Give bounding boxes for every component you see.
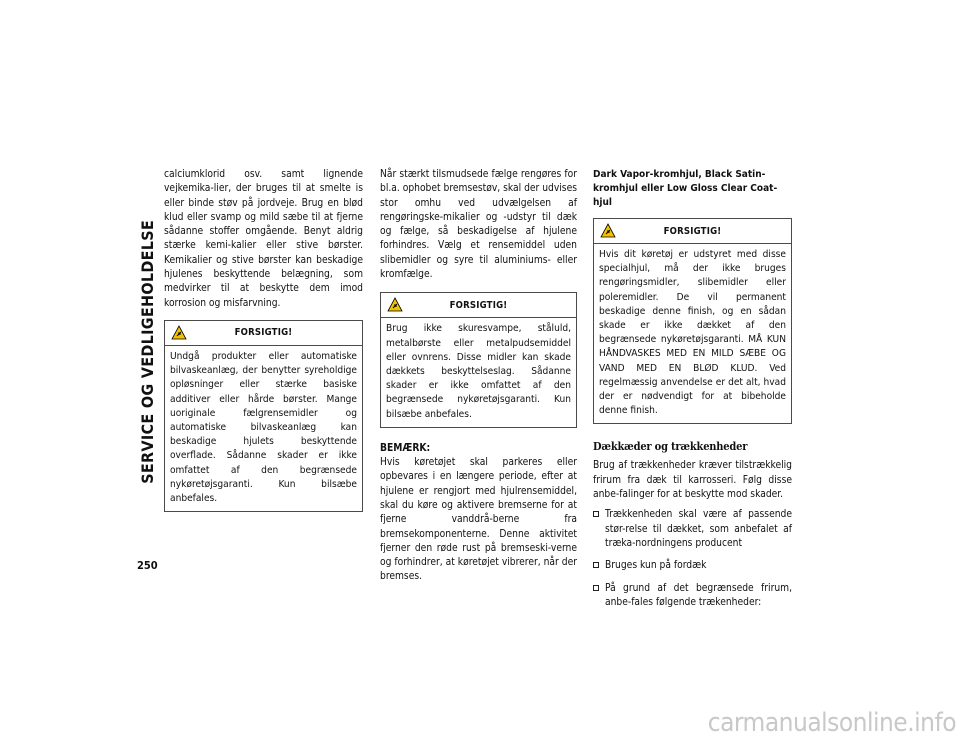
watermark: carmanualsonline.info [707,708,956,738]
checkbox-bullet-icon [593,585,599,591]
col3-warning-body [594,244,791,423]
col3-warning-box [593,218,792,424]
col2-warning-text: Brug ikke skuresvampe, ståluld, metalbørste eller metalpudsemiddel eller ovnrens. Disse midler kan skade dækkets beskyttelseslag. Sådanne skader er ikke omfattet af den begrænsede nykøretøjsgaranti. Kun bilsæbe anbefales. [386,323,571,420]
warning-triangle-icon [387,297,403,312]
col1-warning-text: Undgå produkter eller automatiske bilvaskeanlæg, der benytter syreholdige opløsninger eller stærke basiske additiver eller hårde børster. Mange uoriginale fælgrensemidler og automatiske bilvaskeanlæg kan beskadige hjulets beskyttende overflade. Sådanne skader er ikke omfattet af den begrænsede nykøretøjsgaranti. Kun bilsæbe anbefales. [170,350,357,504]
col2-warning-header [381,293,576,318]
col2-warning-box [380,292,577,427]
note-label: BEMÆRK: [380,442,431,454]
column-1 [164,168,363,512]
checkbox-bullet-icon [593,562,599,568]
section-intro: Brug af trækkenheder kræver tilstrækkelig frirum fra dæk til karrosseri. Følg disse anbe-falinger for at beskytte mod skader. [593,460,792,501]
col1-warning-box [164,320,363,512]
col2-paragraph: Når stærkt tilsmudsede fælge rengøres for bl.a. ophobet bremsestøv, skal der udvises stor omhu ved udvælgelsen af rengøringske-mikalier og -udstyr til dæk og fælge, så beskadigelse af hjulene forhindres. Vælg et rensemiddel uden slibemidler og syre til aluminiums- eller kromfælge. [380,169,577,281]
list-item: Bruges kun på fordæk [593,559,792,573]
col3-warning-title: FORSIGTIG! [663,225,722,237]
section-heading: Dækkæder og trækkenheder [593,440,748,454]
column-3 [593,168,792,618]
list-item: På grund af det begrænsede frirum, anbe-fales følgende trækenheder: [593,582,792,611]
side-section-title [136,172,158,532]
col2-warning-body [381,318,576,426]
checkbox-bullet-icon [593,511,599,517]
col1-warning-title: FORSIGTIG! [234,327,293,339]
page-number: 250 [137,559,158,572]
warning-triangle-icon [600,223,616,238]
col2-warning-title: FORSIGTIG! [449,299,508,311]
col3-warning-header [594,219,791,244]
warning-triangle-icon [171,325,187,340]
bullet-list [593,508,792,610]
col3-warning-text: Hvis dit køretøj er udstyret med disse specialhjul, må der ikke bruges rengøringsmidler, slibemidler eller poleremidler. De vil permanent beskadige denne finish, og en sådan skade er ikke dækket af den begrænsede nykøretøjsgaranti. MÅ KUN HÅNDVASKES MED EN MILD SÆBE OG VAND MED EN BLØD KLUD. Ved regelmæssig anvendelse er det alt, hvad der er nødvendigt for at bibeholde denne finish. [599,249,786,417]
col1-warning-header [165,321,362,346]
wheel-finish-subheading: Dark Vapor-kromhjul, Black Satin-kromhjul eller Low Gloss Clear Coat-hjul [593,169,778,208]
side-section-title-text: SERVICE OG VEDLIGEHOLDELSE [137,220,157,484]
col1-paragraph: calciumklorid osv. samt lignende vejkemika-lier, der bruges til at smelte is eller binde støv på jordveje. Brug en blød klud eller svamp og mild sæbe til at fjerne sådanne stoffer omgående. Benyt aldrig stærke kemi-kalier eller stive børster. Kemikalier og stive børster kan beskadige hjulenes beskyttende belægning, som medvirker til at beskytte dem imod korrosion og misfarvning. [164,169,363,309]
column-2 [380,168,577,585]
note-text: Hvis køretøjet skal parkeres eller opbevares i en længere periode, efter at hjulene er rengjort med hjulrensemiddel, skal du køre og aktivere bremserne for at fjerne vanddrå-berne fra bremsekomponenterne. Denne aktivitet fjerner den røde rust på bremseski-verne og forhindrer, at køretøjet vibrerer, når der bremses. [380,457,577,583]
col1-warning-body [165,346,362,511]
list-item: Trækkenheden skal være af passende stør-relse til dækket, som anbefalet af træka-nordningens producent [593,508,792,551]
